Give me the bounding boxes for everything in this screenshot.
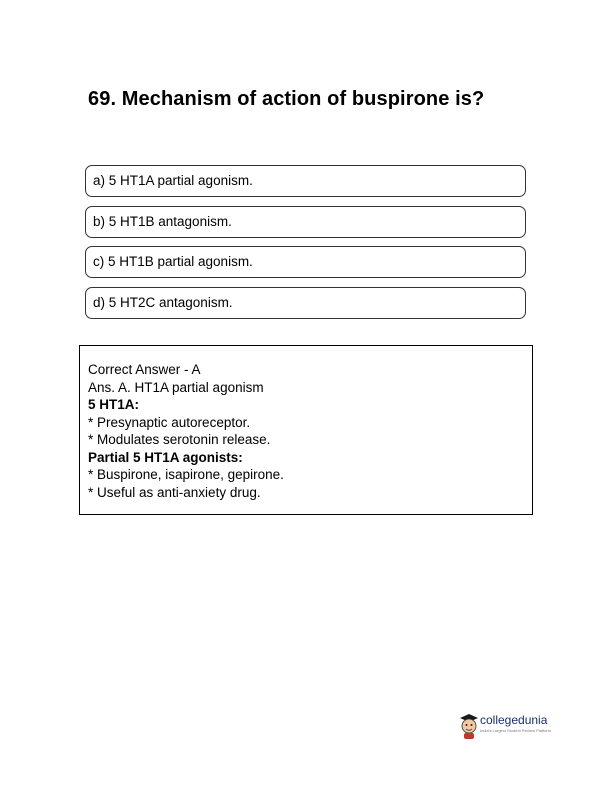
option-c[interactable]: c) 5 HT1B partial agonism. xyxy=(85,246,526,278)
explanation-point: * Modulates serotonin release. xyxy=(88,432,271,447)
collegedunia-logo xyxy=(458,710,570,742)
correct-answer-text: Correct Answer - A xyxy=(88,362,201,377)
explanation-point: * Buspirone, isapirone, gepirone. xyxy=(88,467,284,482)
answer-explanation-box xyxy=(79,345,533,515)
explanation-point: * Useful as anti-anxiety drug. xyxy=(88,484,261,500)
mascot-icon xyxy=(458,712,480,740)
option-a[interactable]: a) 5 HT1A partial agonism. xyxy=(85,165,526,197)
explanation-point: * Presynaptic autoreceptor. xyxy=(88,414,251,430)
option-d[interactable]: d) 5 HT2C antagonism. xyxy=(85,287,526,319)
answer-line: Ans. A. HT1A partial agonism xyxy=(88,379,264,395)
question-title: 69. Mechanism of action of buspirone is? xyxy=(88,88,485,110)
logo-name: collegedunia xyxy=(480,713,548,727)
section-heading-5ht1a: 5 HT1A: xyxy=(88,397,140,412)
section-heading-partial-agonists: Partial 5 HT1A agonists: xyxy=(88,449,243,465)
option-b[interactable]: b) 5 HT1B antagonism. xyxy=(85,206,526,238)
options-list xyxy=(85,165,526,327)
logo-tagline: India's Largest Student Review Platform xyxy=(480,728,552,733)
